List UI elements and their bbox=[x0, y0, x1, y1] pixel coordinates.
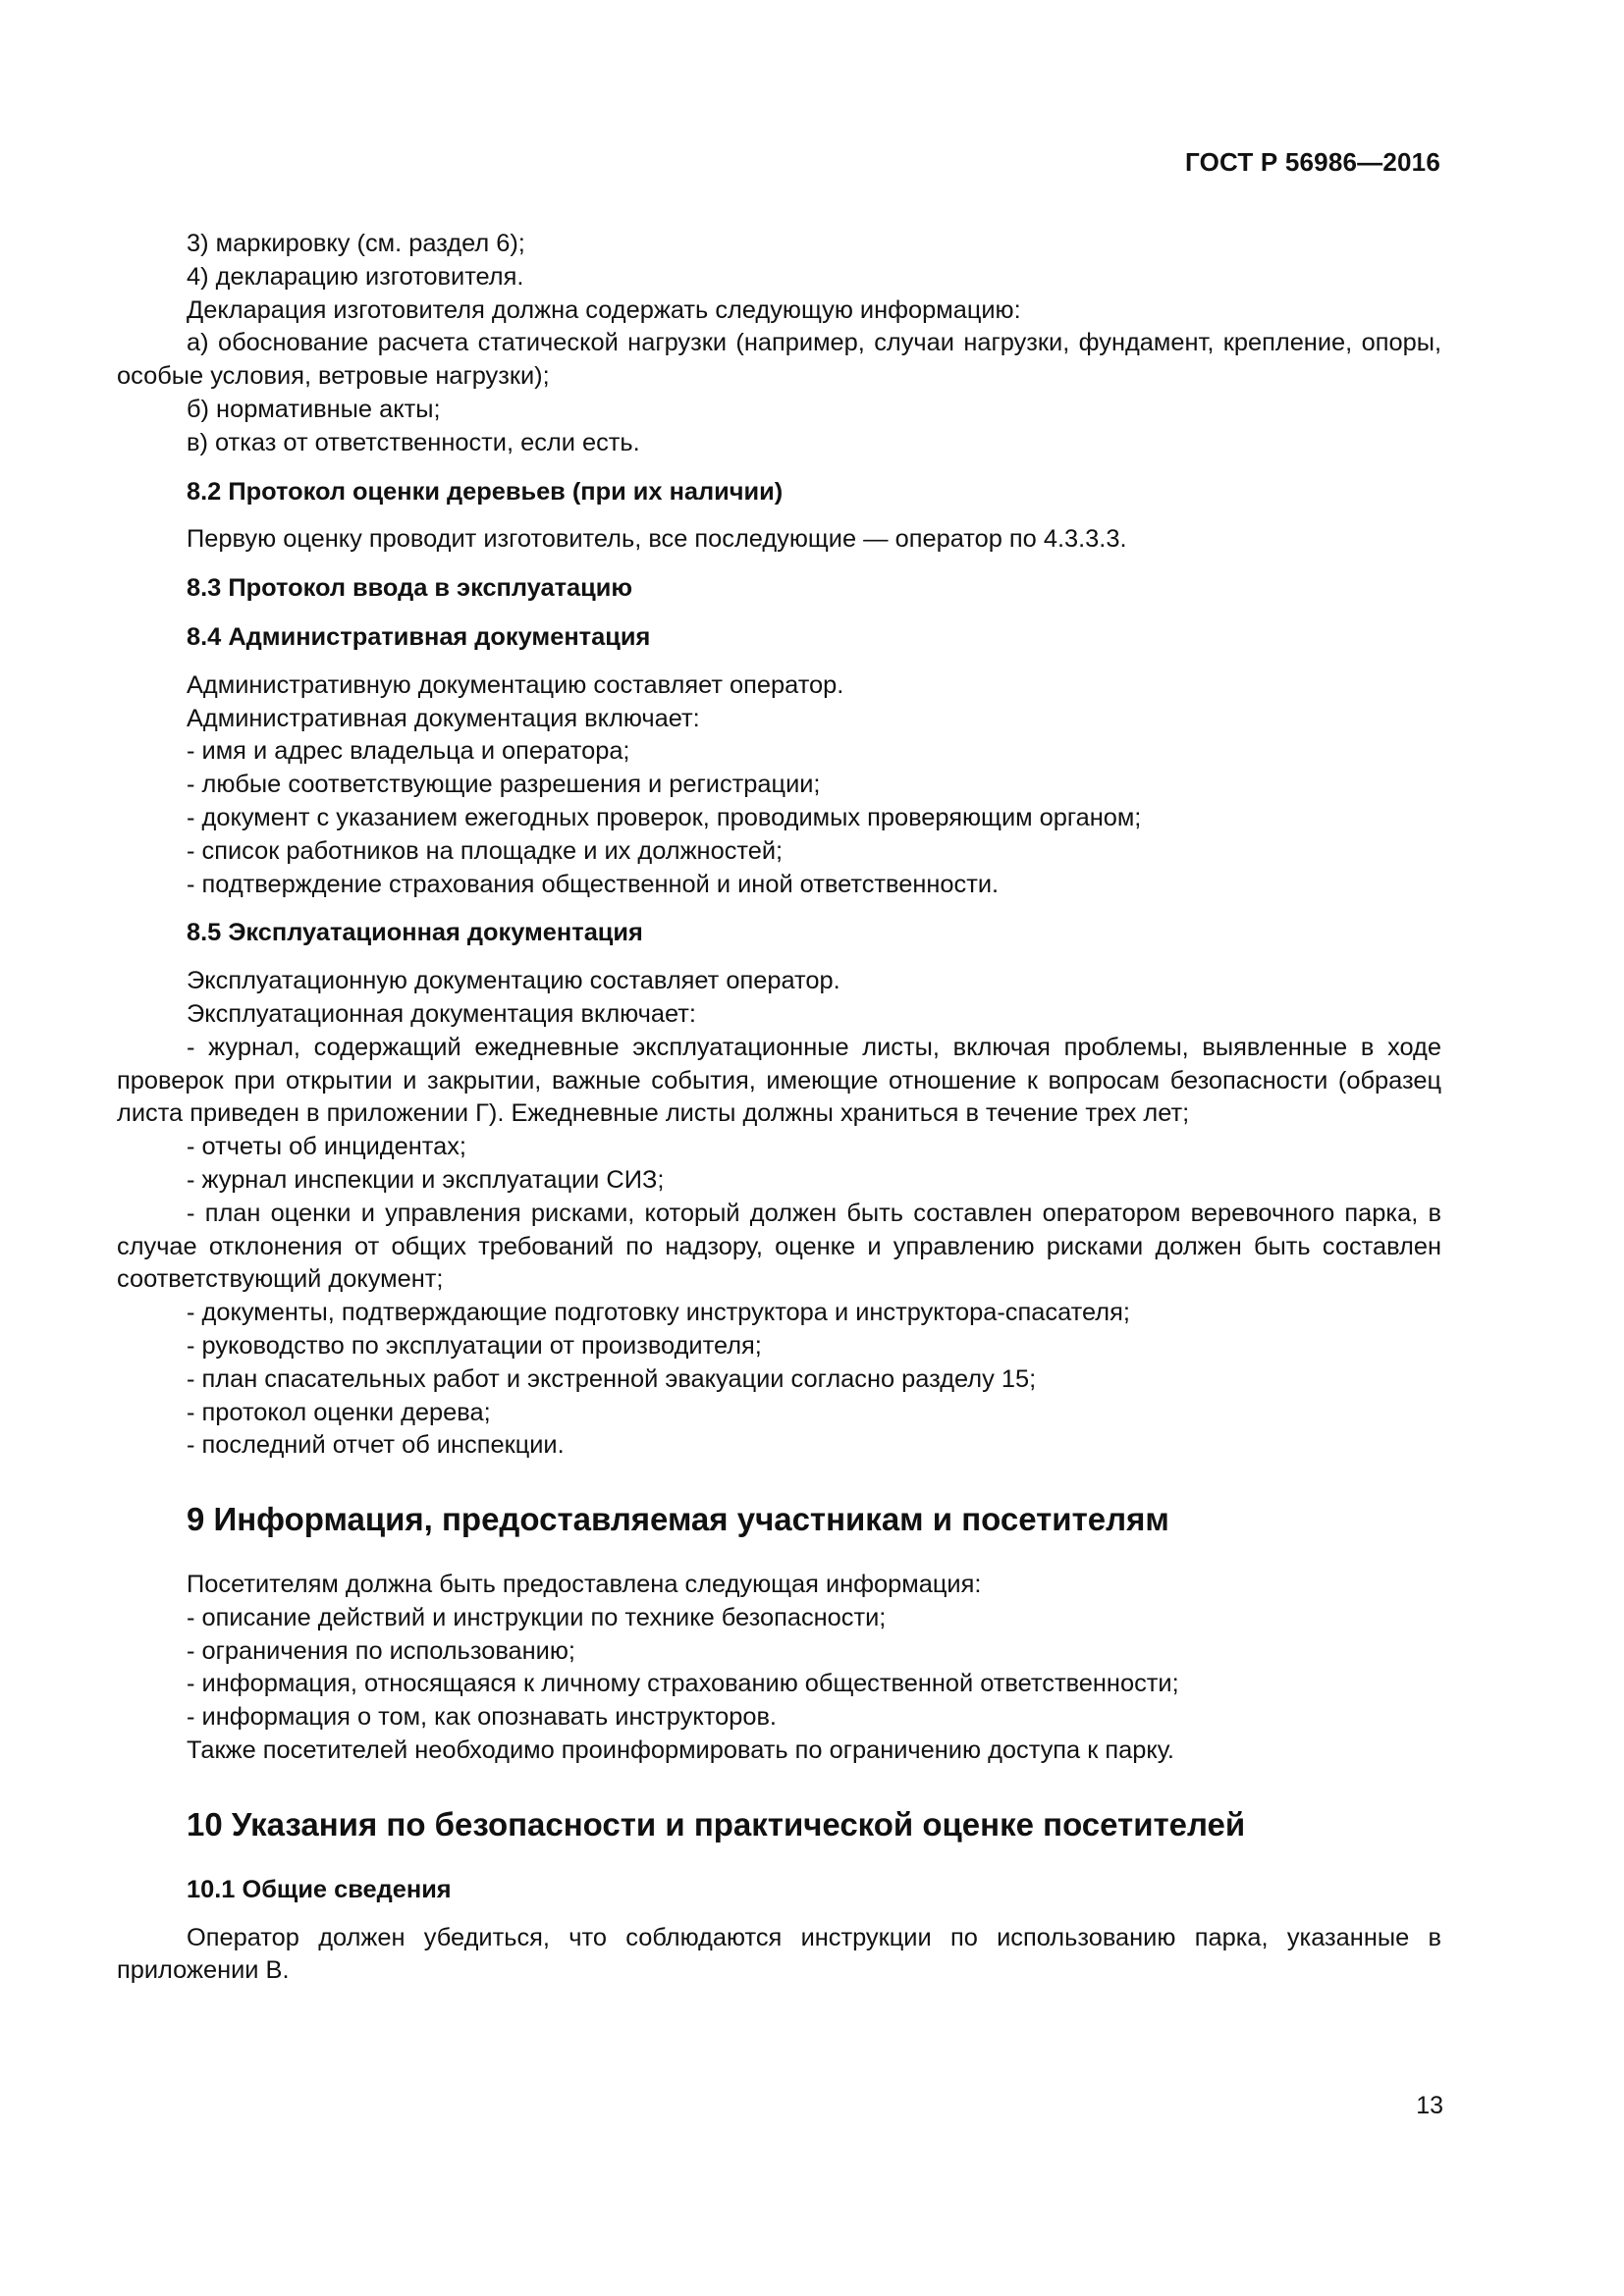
paragraph: Оператор должен убедиться, что соблюдаются инструкции по использованию парка, указанные в приложении В. bbox=[117, 1923, 1441, 1985]
paragraph: Декларация изготовителя должна содержать следующую информацию: bbox=[187, 295, 1021, 324]
list-item: - имя и адрес владельца и оператора; bbox=[187, 737, 630, 766]
section-heading: 8.2 Протокол оценки деревьев (при их наличии) bbox=[187, 477, 784, 506]
section-heading: 8.5 Эксплуатационная документация bbox=[187, 919, 643, 947]
list-item: - отчеты об инцидентах; bbox=[187, 1133, 466, 1161]
page-number: 13 bbox=[1416, 2092, 1443, 2119]
list-item: - любые соответствующие разрешения и регистрации; bbox=[187, 771, 821, 799]
paragraph: Первую оценку проводит изготовитель, все последующие — оператор по 4.3.3.3. bbox=[187, 525, 1127, 554]
list-item: - документы, подтверждающие подготовку инструктора и инструктора-спасателя; bbox=[187, 1299, 1130, 1327]
paragraph: Посетителям должна быть предоставлена следующая информация: bbox=[187, 1571, 982, 1599]
paragraph: в) отказ от ответственности, если есть. bbox=[187, 428, 640, 456]
paragraph: Административную документацию составляет оператор. bbox=[187, 670, 844, 699]
list-item: - подтверждение страхования общественной и иной ответственности. bbox=[187, 870, 1000, 898]
paragraph: Административная документация включает: bbox=[187, 704, 700, 732]
paragraph: Эксплуатационная документация включает: bbox=[187, 999, 696, 1028]
list-item: - документ с указанием ежегодных проверок, проводимых проверяющим органом; bbox=[187, 803, 1142, 831]
paragraph: 4) декларацию изготовителя. bbox=[187, 262, 524, 291]
document-header: ГОСТ Р 56986—2016 bbox=[1185, 147, 1440, 177]
list-item: - журнал, содержащий ежедневные эксплуатационные листы, включая проблемы, выявленные в ходе проверок при открытии и закрытии, важные события, имеющие отношение к вопросам безопасности (образец листа приведен в приложении Г). Ежедневные листы должны храниться в течение трех лет; bbox=[117, 1033, 1441, 1128]
paragraph: Также посетителей необходимо проинформировать по ограничению доступа к парку. bbox=[187, 1736, 1174, 1765]
section-heading: 10.1 Общие сведения bbox=[187, 1875, 452, 1903]
paragraph: 3) маркировку (см. раздел 6); bbox=[187, 230, 525, 257]
list-item: - протокол оценки дерева; bbox=[187, 1398, 491, 1426]
chapter-heading: 10 Указания по безопасности и практической оценке посетителей bbox=[187, 1805, 1246, 1842]
paragraph: б) нормативные акты; bbox=[187, 395, 441, 423]
paragraph: а) обоснование расчета статической нагрузки (например, случаи нагрузки, фундамент, крепление, опоры, особые условия, ветровые нагрузки); bbox=[117, 329, 1441, 391]
chapter-heading: 9 Информация, предоставляемая участникам и посетителям bbox=[187, 1501, 1169, 1538]
list-item: - план спасательных работ и экстренной эвакуации согласно разделу 15; bbox=[187, 1364, 1037, 1393]
list-item: - последний отчет об инспекции. bbox=[187, 1431, 565, 1460]
list-item: - руководство по эксплуатации от производителя; bbox=[187, 1331, 762, 1360]
list-item: - ограничения по использованию; bbox=[187, 1636, 575, 1665]
section-heading: 8.3 Протокол ввода в эксплуатацию bbox=[187, 574, 633, 603]
paragraph: Эксплуатационную документацию составляет оператор. bbox=[187, 967, 840, 995]
list-item: - журнал инспекции и эксплуатации СИЗ; bbox=[187, 1165, 665, 1194]
list-item: - информация о том, как опознавать инструкторов. bbox=[187, 1703, 777, 1732]
list-item: - план оценки и управления рисками, который должен быть составлен оператором веревочного парка, в случае отклонения от общих требований по надзору, оценке и управлению рисками должен быть составлен соответствующий документ; bbox=[117, 1199, 1441, 1294]
list-item: - описание действий и инструкции по технике безопасности; bbox=[187, 1603, 887, 1631]
list-item: - информация, относящаяся к личному страхованию общественной ответственности; bbox=[187, 1670, 1179, 1698]
document-body bbox=[117, 228, 1441, 1988]
list-item: - список работников на площадке и их должностей; bbox=[187, 836, 784, 865]
section-heading: 8.4 Административная документация bbox=[187, 622, 651, 651]
